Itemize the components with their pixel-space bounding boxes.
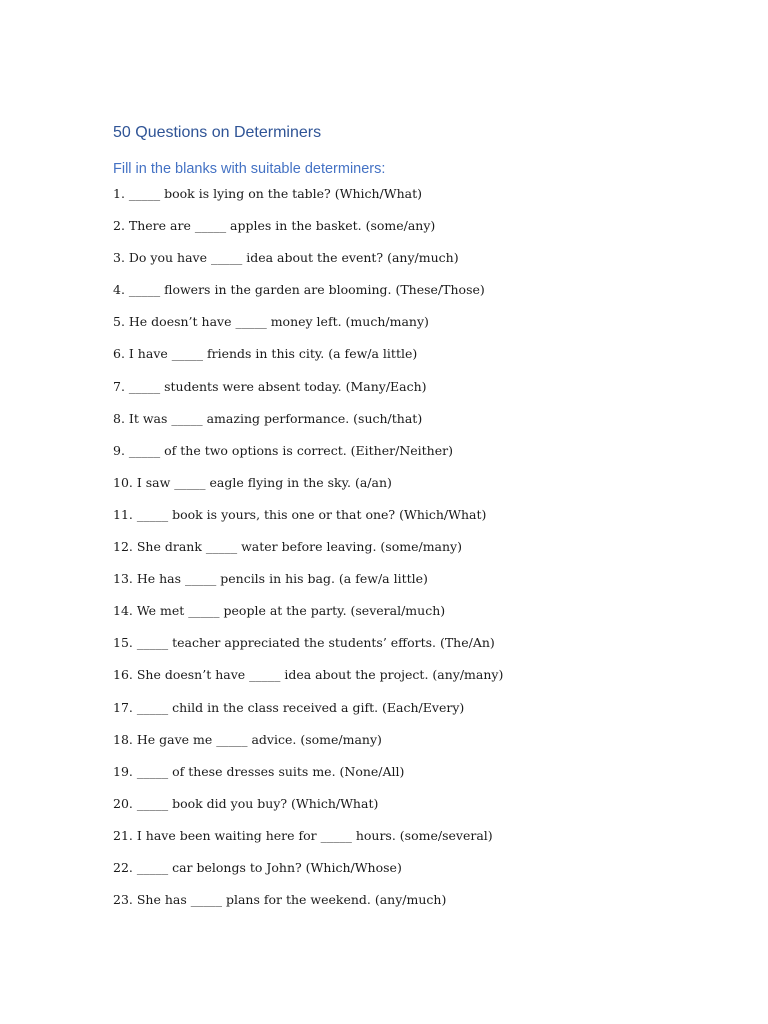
question-item: 14. We met _____ people at the party. (several/much) (113, 603, 446, 619)
question-item: 23. She has _____ plans for the weekend. (any/much) (113, 892, 447, 908)
question-item: 10. I saw _____ eagle flying in the sky. (a/an) (113, 474, 392, 490)
question-item: 9. _____ of the two options is correct. (Either/Neither) (113, 442, 453, 458)
question-item: 1. _____ book is lying on the table? (Which/What) (113, 186, 423, 201)
question-list (113, 184, 503, 922)
instructions-heading: Fill in the blanks with suitable determiners: (113, 161, 386, 177)
question-item: 8. It was _____ amazing performance. (such/that) (113, 410, 423, 426)
question-item: 13. He has _____ pencils in his bag. (a few/a little) (113, 571, 428, 587)
question-item: 21. I have been waiting here for _____ hours. (some/several) (113, 827, 493, 843)
question-item: 19. _____ of these dresses suits me. (None/All) (113, 763, 405, 779)
question-item: 3. Do you have _____ idea about the event? (any/much) (113, 250, 459, 266)
question-item: 17. _____ child in the class received a gift. (Each/Every) (113, 699, 465, 715)
question-item: 16. She doesn’t have _____ idea about the project. (any/many) (113, 667, 504, 683)
question-item: 11. _____ book is yours, this one or that one? (Which/What) (113, 506, 487, 522)
question-item: 2. There are _____ apples in the basket. (some/any) (113, 218, 436, 234)
question-item: 18. He gave me _____ advice. (some/many) (113, 731, 382, 747)
question-item: 20. _____ book did you buy? (Which/What) (113, 795, 379, 811)
page-title: 50 Questions on Determiners (113, 124, 322, 141)
question-item: 4. _____ flowers in the garden are blooming. (These/Those) (113, 282, 485, 298)
question-item: 15. _____ teacher appreciated the students’ efforts. (The/An) (113, 635, 495, 651)
question-item: 6. I have _____ friends in this city. (a few/a little) (113, 346, 418, 362)
question-item: 5. He doesn’t have _____ money left. (much/many) (113, 314, 429, 330)
question-item: 7. _____ students were absent today. (Many/Each) (113, 378, 427, 394)
question-item: 12. She drank _____ water before leaving. (some/many) (113, 539, 462, 555)
question-item: 22. _____ car belongs to John? (Which/Whose) (113, 859, 402, 875)
